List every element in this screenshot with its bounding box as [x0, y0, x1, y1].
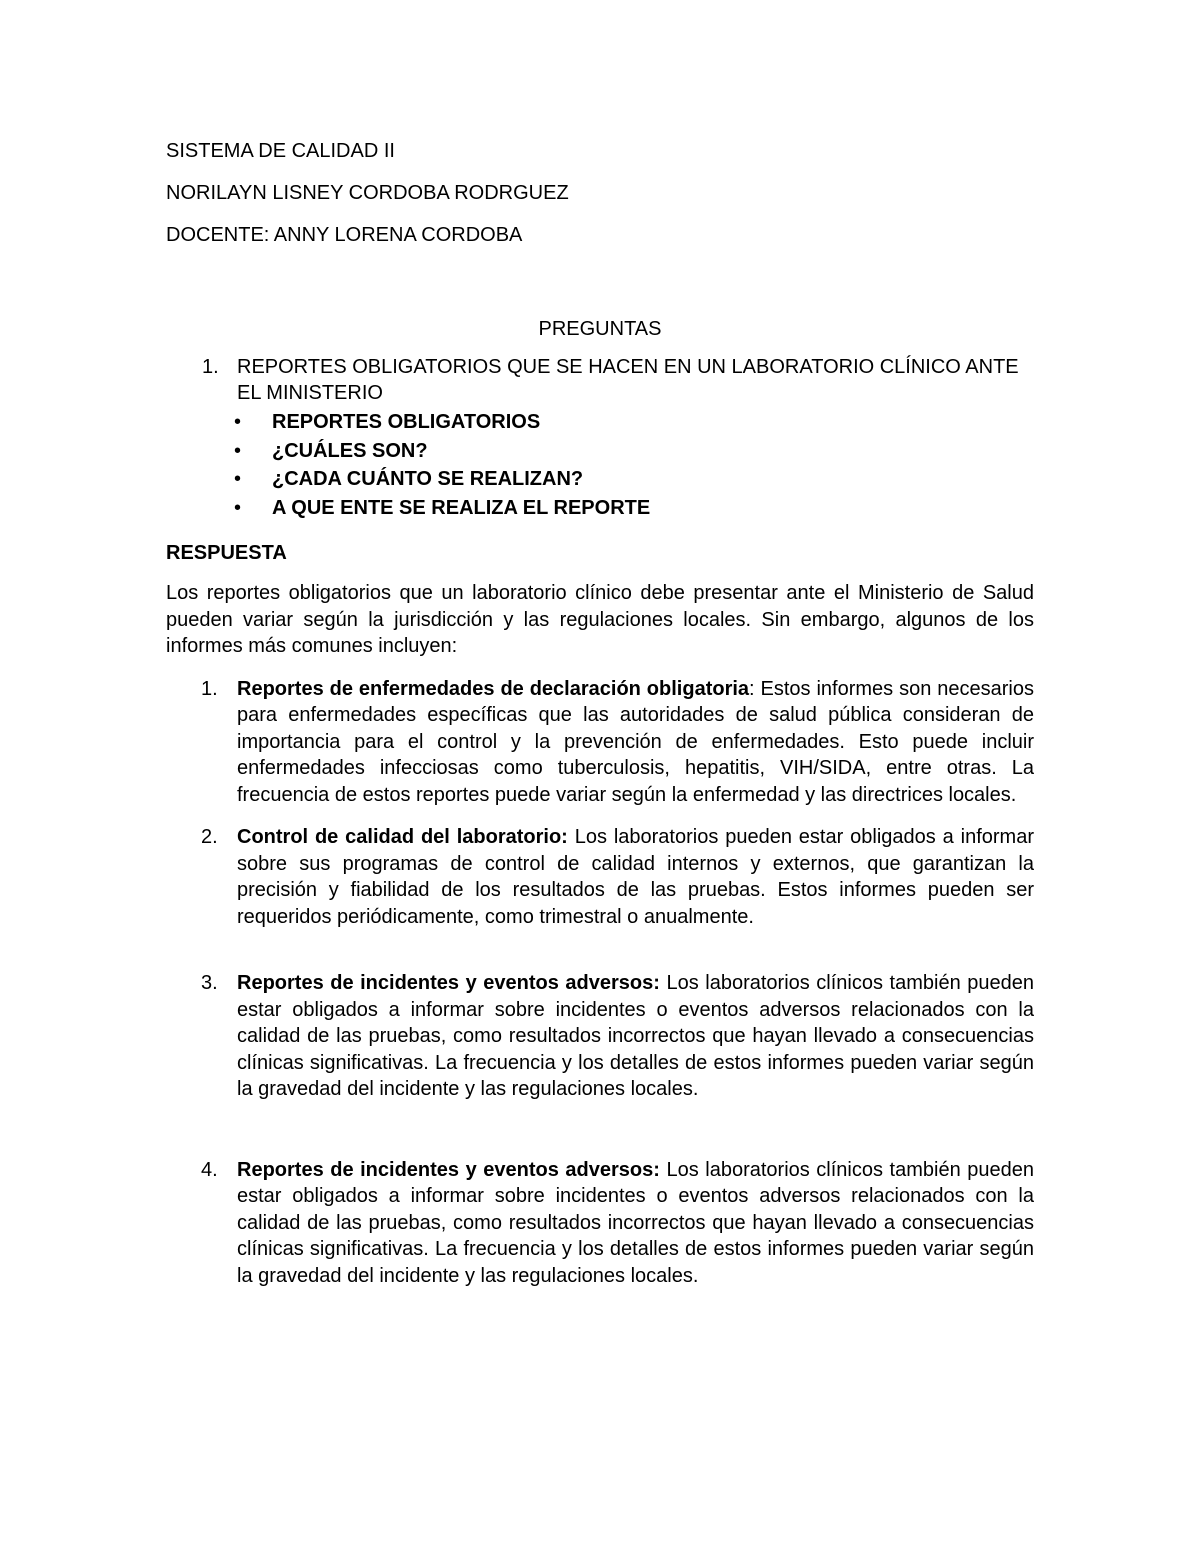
- bullet-item: [166, 465, 1034, 494]
- answer-title: Reportes de incidentes y eventos adversos:: [237, 972, 660, 994]
- bullet-item: [166, 408, 1034, 437]
- bullet-item: [166, 494, 1034, 523]
- answer-item: [166, 676, 1034, 809]
- question-number: 1.: [202, 356, 219, 378]
- bullet-text: ¿CADA CUÁNTO SE REALIZAN?: [272, 468, 584, 490]
- bullet-text: A QUE ENTE SE REALIZA EL REPORTE: [272, 496, 651, 519]
- question-item: [166, 354, 1034, 406]
- bullet-text: ¿CUÁLES SON?: [272, 439, 428, 462]
- answer-item: [166, 824, 1034, 930]
- student-name: NORILAYN LISNEY CORDOBA RODRGUEZ: [166, 182, 569, 204]
- bullet-icon: •: [234, 496, 242, 519]
- bullet-text: REPORTES OBLIGATORIOS: [272, 411, 541, 433]
- question-text: REPORTES OBLIGATORIOS QUE SE HACEN EN UN LABORATORIO CLÍNICO ANTE EL MINISTERIO: [237, 356, 1019, 404]
- answer-number: 3.: [201, 972, 218, 994]
- bullet-icon: •: [234, 411, 242, 433]
- answer-number: 2.: [201, 826, 218, 848]
- bullet-icon: •: [234, 439, 242, 462]
- teacher-name: DOCENTE: ANNY LORENA CORDOBA: [166, 224, 523, 246]
- document-page: [166, 138, 1034, 1289]
- answer-title: Control de calidad del laboratorio:: [237, 826, 568, 848]
- answer-heading: RESPUESTA: [166, 542, 287, 564]
- bullet-icon: •: [234, 468, 242, 490]
- answer-item: [166, 970, 1034, 1103]
- answer-title: Reportes de enfermedades de declaración obligatoria: [237, 677, 750, 700]
- answer-title: Reportes de incidentes y eventos adversos:: [237, 1158, 660, 1181]
- bullet-item: [166, 437, 1034, 466]
- answer-number: 1.: [201, 677, 218, 700]
- course-title: SISTEMA DE CALIDAD II: [166, 140, 395, 162]
- answer-body: : Estos informes son necesarios para enfermedades específicas que las autoridades de salud pública consideran de importancia para el control y la prevención de enfermedades. Esto puede incluir enfermedades infecciosas como tuberculosis, hepatitis, VIH/SIDA, entre otras. La frecuencia de estos reportes puede variar según la enfermedad y las directrices locales.: [237, 677, 1034, 806]
- answer-body: Los laboratorios clínicos también pueden estar obligados a informar sobre incidentes o eventos adversos relacionados con la calidad de las pruebas, como resultados incorrectos que hayan llevado a consecuencias clínicas significativas. La frecuencia y los detalles de estos informes pueden variar según la gravedad del incidente y las regulaciones locales.: [237, 1158, 1034, 1287]
- answer-number: 4.: [201, 1158, 218, 1181]
- answer-body: Los laboratorios clínicos también pueden estar obligados a informar sobre incidentes o eventos adversos relacionados con la calidad de las pruebas, como resultados incorrectos que hayan llevado a consecuencias clínicas significativas. La frecuencia y los detalles de estos informes pueden variar según la gravedad del incidente y las regulaciones locales.: [237, 972, 1034, 1100]
- answer-body: Los laboratorios pueden estar obligados a informar sobre sus programas de control de calidad internos y externos, que garantizan la precisión y fiabilidad de los resultados de las pruebas. Estos informes pueden ser requeridos periódicamente, como trimestral o anualmente.: [237, 826, 1034, 928]
- question-bullet-list: [166, 408, 1034, 522]
- questions-title: PREGUNTAS: [538, 318, 662, 340]
- answer-intro: Los reportes obligatorios que un laboratorio clínico debe presentar ante el Ministerio de Salud pueden variar según la jurisdicción y las regulaciones locales. Sin embargo, algunos de los informes más comunes incluyen:: [166, 582, 1034, 657]
- answer-item: [166, 1157, 1034, 1290]
